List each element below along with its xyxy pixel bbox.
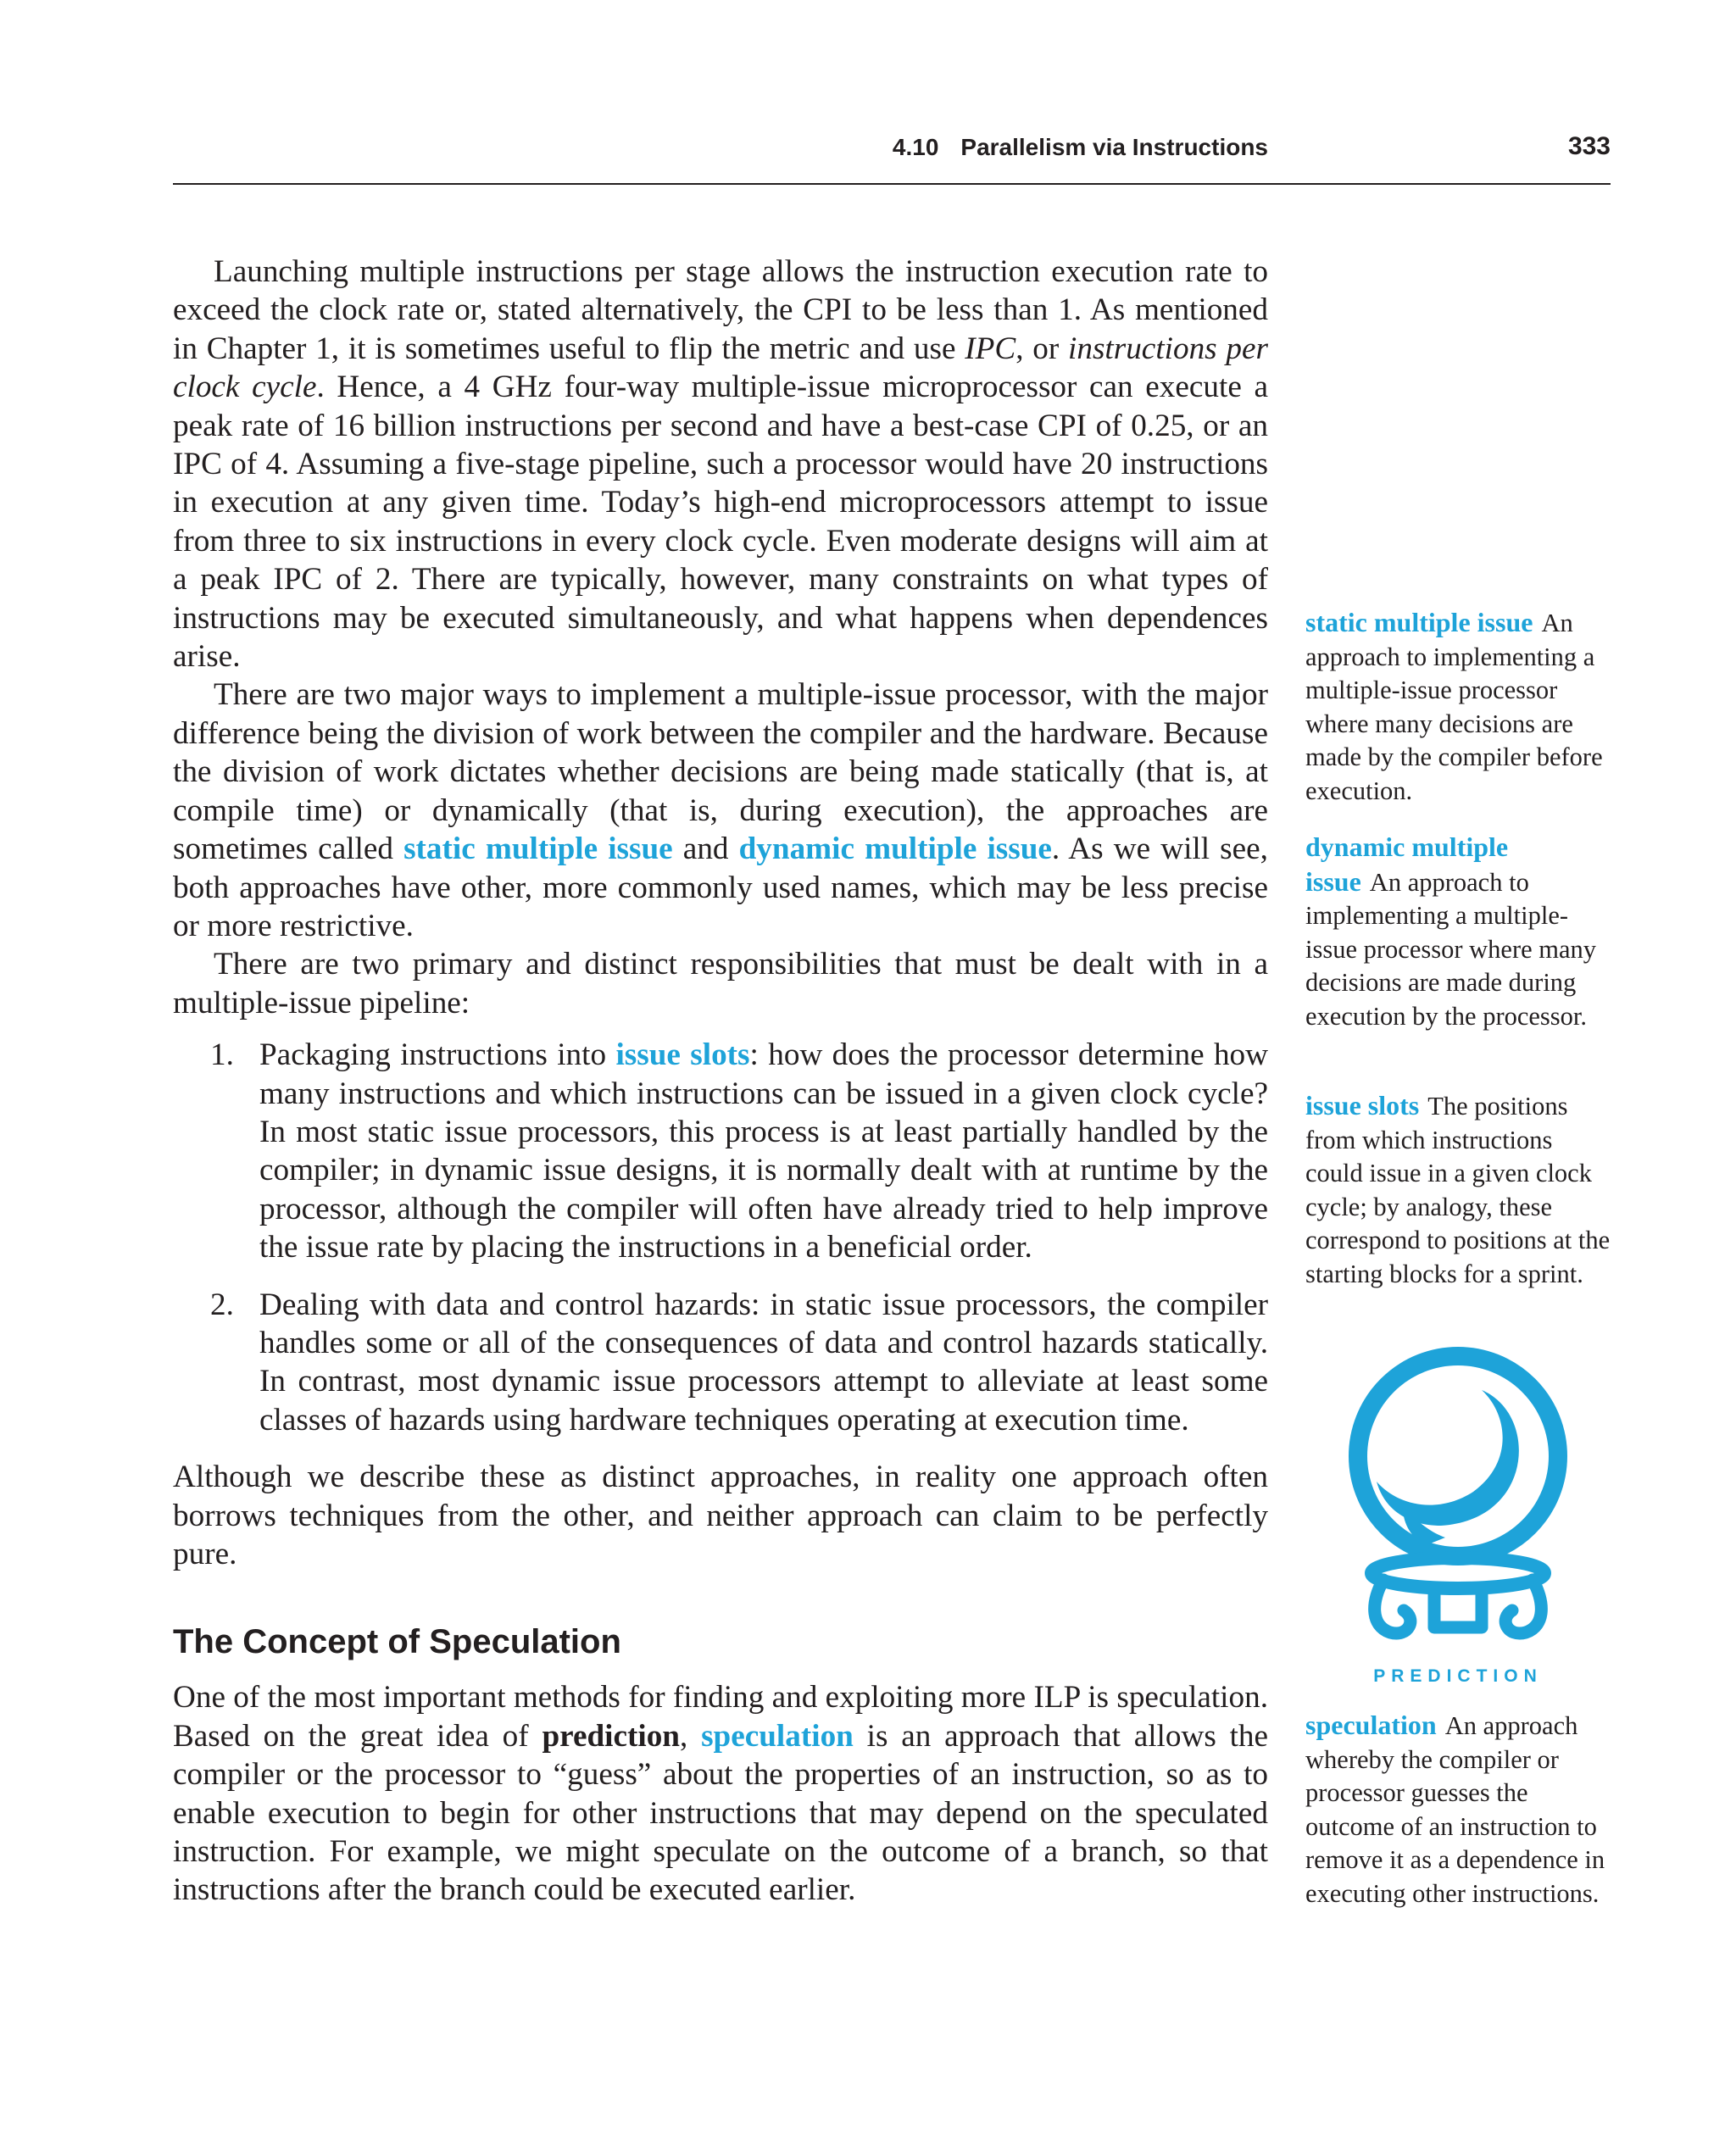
margin-definition-text: The positions from which instructions could issue in a given clock cycle; by analogy, these correspond to positions at the starting blocks for a sprint. [1305, 1092, 1611, 1288]
keyword-issue-slots: issue slots [615, 1037, 750, 1073]
icon-caption: PREDICTION [1373, 1666, 1543, 1686]
margin-term: static multiple issue [1305, 607, 1533, 637]
margin-definition-text: An approach to implementing a multiple-issue processor where many decisions are made by the compiler before execution. [1305, 609, 1603, 805]
paragraph: Although we describe these as distinct approaches, in reality one approach often borrows techniques from the other, and neither approach can claim to be perfectly pure. [173, 1460, 1268, 1571]
paragraph: One of the most important methods for finding and exploiting more ILP is speculation. Based on the great idea of prediction, speculation is an approach that allows the compiler or the processor to “guess” about the properties of an instruction, so as to enable execution to begin for other instructions that may depend on the speculated instruction. For example, we might speculate on the outcome of a branch, so that instructions after the branch could be executed earlier. [173, 1680, 1269, 1908]
section-number: 4.10 [892, 134, 939, 160]
margin-term: dynamic multiple issue [1305, 831, 1509, 897]
running-head [893, 134, 1268, 161]
paragraph: There are two primary and distinct responsibilities that must be dealt with in a multiple-issue pipeline: [173, 947, 1268, 1020]
paragraph: There are two major ways to implement a multiple-issue processor, with the major difference being the division of work between the compiler and the hardware. Because the division of work dictates whether decisions are being made statically (that is, at compile time) or dynamically (that is, during execution), the approaches are sometimes called static multiple issue and dynamic multiple issue. As we will see, both approaches have other, more commonly used names, which may be less precise or more restrictive. [173, 677, 1268, 943]
list-number: 2. [210, 1287, 234, 1322]
margin-definition [1305, 1709, 1611, 1911]
section-heading: The Concept of Speculation [173, 1623, 621, 1661]
main-text-column [173, 253, 1268, 1910]
crystal-ball-icon [1339, 1346, 1577, 1651]
prediction-icon-block [1305, 1346, 1611, 1702]
keyword-speculation: speculation [701, 1718, 854, 1754]
margin-term: speculation [1305, 1710, 1437, 1740]
section-title: Parallelism via Instructions [960, 134, 1268, 160]
numbered-list [173, 1036, 1268, 1439]
margin-term: issue slots [1305, 1090, 1420, 1121]
margin-definition-text: An approach whereby the compiler or processor guesses the outcome of an instruction to remove it as a dependence in executing other instructions. [1305, 1711, 1605, 1908]
keyword-static-multiple-issue: static multiple issue [403, 831, 673, 867]
margin-definition [1305, 831, 1611, 1034]
paragraph: Launching multiple instructions per stage allows the instruction execution rate to exceed the clock rate or, stated alternatively, the CPI to be less than 1. As mentioned in Chapter 1, it is sometimes useful to flip the metric and use IPC, or instructions per clock cycle. Hence, a 4 GHz four-way multiple-issue microprocessor can execute a peak rate of 16 billion instructions per second and have a best-case CPI of 0.25, or an IPC of 4. Assuming a five-stage pipeline, such a processor would have 20 instructions in execution at any given time. Today’s high-end microprocessors attempt to issue from three to six instructions in every clock cycle. Even moderate designs will aim at a peak IPC of 2. There are typically, however, many constraints on what types of instructions may be executed simultaneously, and what happens when dependences arise. [173, 254, 1268, 675]
page-number: 333 [1567, 132, 1611, 160]
list-item: 2. Dealing with data and control hazards: in static issue processors, the compiler handles some or all of the consequences of data and control hazards statically. In contrast, most dynamic issue processors attempt to alleviate at least some classes of hazards using hardware techniques operating at execution time. [210, 1287, 1268, 1438]
page-header [173, 129, 1611, 185]
margin-definition [1305, 606, 1611, 809]
list-item: 1. Packaging instructions into issue slots: how does the processor determine how many instructions and which instructions can be issued in a given clock cycle? In most static issue processors, this process is at least partially handled by the compiler; in dynamic issue designs, it is normally dealt with at runtime by the processor, although the compiler will often have already tried to help improve the issue rate by placing the instructions in a beneficial order. [210, 1037, 1269, 1265]
bold-prediction: prediction [542, 1718, 680, 1754]
list-number: 1. [210, 1037, 234, 1073]
margin-definition [1305, 1089, 1611, 1292]
margin-definition-text: An approach to implementing a multiple-issue processor where many decisions are made during execution by the processor. [1305, 867, 1597, 1031]
keyword-dynamic-multiple-issue: dynamic multiple issue [738, 831, 1052, 867]
